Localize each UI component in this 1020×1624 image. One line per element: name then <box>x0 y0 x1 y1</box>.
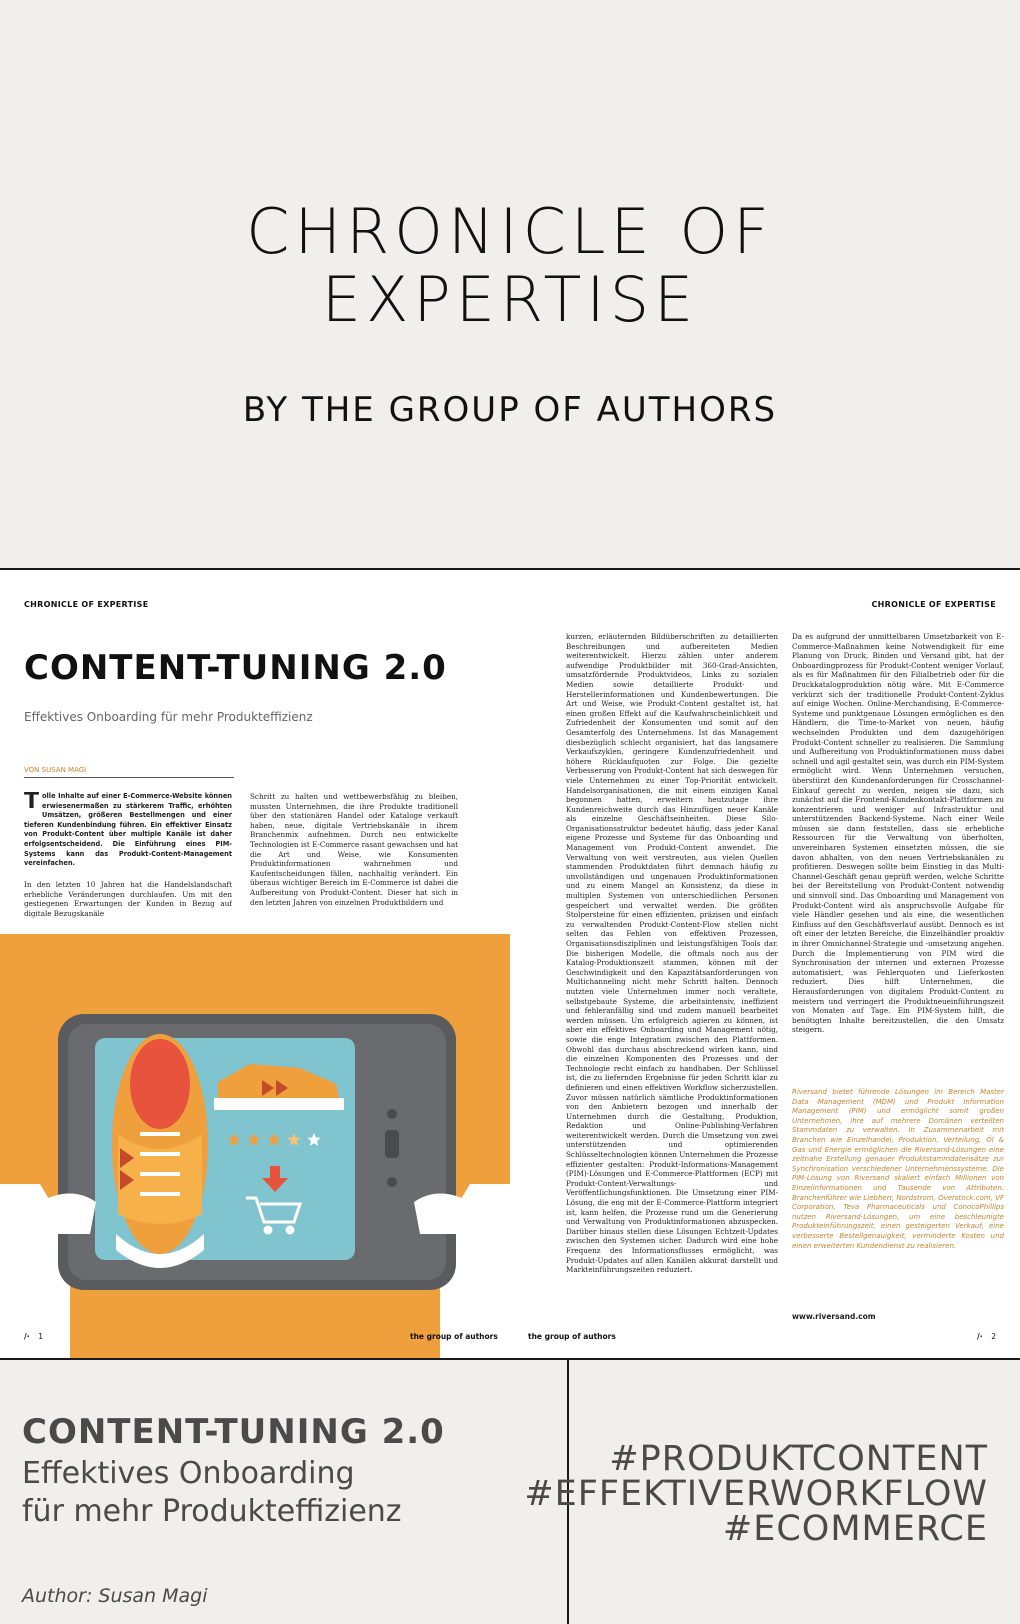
article-title: CONTENT-TUNING 2.0 <box>24 648 447 688</box>
lead-paragraph <box>24 792 232 874</box>
hashtag-item[interactable]: #PRODUKTCONTENT <box>609 1439 988 1479</box>
running-head-left: CHRONICLE OF EXPERTISE <box>24 600 149 609</box>
byline-rule <box>24 777 234 778</box>
footer-left-page-number: 1 <box>38 1332 43 1341</box>
footer-right <box>977 1332 996 1341</box>
sidebar-link[interactable]: www.riversand.com <box>792 1312 876 1321</box>
magazine-spread <box>0 570 1020 1360</box>
tablet-side-button <box>385 1130 399 1158</box>
footer-logo-icon: /· <box>24 1332 30 1341</box>
footer-right-page-number: 2 <box>991 1332 996 1341</box>
cover-title <box>0 195 1020 336</box>
info-title: CONTENT-TUNING 2.0 <box>22 1412 445 1452</box>
cover-subtitle: BY THE GROUP OF AUTHORS <box>242 390 778 430</box>
byline: VON SUSAN MAGI <box>24 766 87 774</box>
article-subtitle: Effektives Onboarding für mehr Produkteffizienz <box>24 710 313 724</box>
cover-title-line2: EXPERTISE <box>321 263 699 336</box>
hashtag-item[interactable]: #EFFEKTIVERWORKFLOW <box>524 1474 988 1514</box>
lead-text: olle Inhalte auf einer E-Commerce-Website können erwiesenermaßen zu stärkerem Traffic, erhöhten Umsätzen, größeren Bestellmengen und einer tieferen Kundenbindung führen. Ein effektiver Einsatz von Produkt-Content über multiple Kanäle ist daher erfolgsentscheidend. Die Einführung eines PIM-Systems kann das Produkt-Content-Management vereinfachen. <box>24 792 232 868</box>
dropcap: T <box>24 792 40 814</box>
footer-left <box>24 1332 43 1341</box>
info-author: Author: Susan Magi <box>22 1585 208 1607</box>
tablet-illustration-svg <box>0 934 510 1358</box>
footer-right-brand: the group of authors <box>528 1332 616 1341</box>
info-subtitle <box>22 1455 402 1531</box>
info-subtitle-line2: für mehr Produkteffizienz <box>22 1494 402 1529</box>
sidebar-company-text: Riversand bietet führende Lösungen im Bereich Master Data Management (MDM) und Produkt Information Management (PIM) und ermöglicht somit großen Unternehmen, ihre auf mehrere Domänen verteilten Stammdaten zu verwalten. In Zusammenarbeit mit Branchen wie Einzelhandel, Produktion, Verteilung, Öl & Gas und Energie ermöglichen die Riversand-Lösungen eine zeitnahe Erstellung genauer Produktstammdatensätze zur Synchronisation verschiedener Unternehmenssysteme. Die PIM-Lösung von Riversand skaliert einfach Millionen von Einzelinformationen und Tausende von Attributen. Branchenführer wie Liebherr, Nordstrom, Overstock.com, VF Corporation, Teva Pharmaceuticals und ConocoPhillips nutzen Riversand-Lösungen, um eine beschleunigte Produkteinführungszeit, einen gesteigerten Verkauf, eine verbesserte Bestellgenauigkeit, verminderte Kosten und einen erweiterten Kundendienst zu realisieren. <box>792 1088 1004 1250</box>
column-1-body: In den letzten 10 Jahren hat die Handelslandschaft erhebliche Veränderungen durchlaufen. Um mit den gestiegenen Erwartungen der Kunden in Bezug auf digitale Bezugskanäle <box>24 880 232 918</box>
hashtag-item[interactable]: #ECOMMERCE <box>722 1509 988 1549</box>
column-3-body: kurzen, erläuternden Bildüberschriften zu detaillierten Beschreibungen und aufbereiteten Medien weiterentwickelt. Hierzu zählen unter anderem aufwendige Produktbilder mit 360-Grad-Ansichten, umsatzfördernde Produktvideos, Links zu sozialen Medien sowie detaillierte Produkt- und Herstellerinformationen und Kundenbewertungen. Die Art und Weise, wie Produkt-Content gestaltet ist, hat einen großen Effekt auf die Kaufwahrscheinlichkeit und Zufriedenheit der Konsumenten und somit auf den Gesamterfolg des Unternehmens. Ist das Management diesbezüglich schlecht organisiert, hat das langsamere Verkaufszyklen, geringere Kundenzufriedenheit und höhere Rücklaufquoten zur Folge. Die gezielte Verbesserung von Produkt-Content hat sich deswegen für viele Unternehmen zu einer Top-Priorität entwickelt. Handelsorganisationen, die mit einem einzigen Kanal begonnen hatten, erweitern heutzutage ihre Kundenreichweite durch das Hinzufügen neuer Kanäle als einzelne Geschäftseinheiten. Diese Silo-Organisationsstruktur bedeutet häufig, dass jeder Kanal eigene Prozesse und Systeme für das Onboarding und Management von Produkt-Content anwendet. Die Verwaltung von weit verstreuten, aus vielen Quellen stammenden Produktdaten führt demnach häufig zu unvollständigen und ungenauen Produktinformationen und zu einem Mangel an Konsistenz, da diese in multiplen Systemen von unterschiedlichen Personen gespeichert und verwaltet werden. Die größten Stolpersteine für einen effizienten, präzisen und einfach zu verwaltenden Produkt-Content-Flow stellen nicht selten das Fehlen von effektiven Prozessen, Organisationsdisziplinen und leistungsfähigen Tools dar. Die bisherigen Modelle, die oftmals noch aus der Katalog-Produktionszeit stammen, können mit der Geschwindigkeit und den Kapazitätsanforderungen von Multichanneling nicht mehr Schritt halten. Dennoch nutzten viele Unternehmen immer noch veraltete, selbstgebaute Systeme, die arbeitsintensiv, ineffizient und fehleranfällig sind und zudem manuell bearbeitet werden müssen. Um erfolgreich agieren zu können, ist aber ein effektives Onboarding und Management nötig, sowie die enge Integration zwischen den Plattformen. Obwohl das durchaus abschreckend wirken kann, sind die einzelnen Komponenten des Prozesses und der Technologie recht einfach zu handhaben. Der Schlüssel ist, die zu liefernden Ergebnisse für jeden Schritt klar zu definieren und einen effektiven Workflow sicherzustellen. Zuvor müssen natürlich sämtliche Produktinformationen von den Anbietern bezogen und innerhalb der Unternehmen durch die Gestaltung, Produktion, Redaktion und Online-Publishing-Verfahren weiterentwickelt werden. Durch die Umsetzung von zwei unterstützenden und optimierenden Schlüsseltechnologien können Unternehmen die Prozesse effizienter gestalten: Produkt-Informations-Management (PIM)-Lösungen und E-Commerce-Plattformen (ECP) mit Produkt-Content-Verwaltungs- und Veröffentlichungsfunktionen. Die Umsetzung einer PIM-Lösung, die eng mit der E-Commerce-Plattform integriert ist, kann helfen, die Prozesse rund um die Generierung und Verwaltung von Produktinformationen abzuspecken. Darüber hinaus stellen diese Lösungen Echtzeit-Updates zwischen den Systemen sicher. Dadurch wird eine hohe Frequenz des Informationsflusses ermöglicht, was Produkt-Updates auf allen Kanälen akkurat darstellt und Markteinführungszeiten reduziert. <box>566 632 778 1275</box>
info-subtitle-line1: Effektives Onboarding <box>22 1456 355 1491</box>
footer-left-brand: the group of authors <box>410 1332 498 1341</box>
tablet-illustration <box>0 934 510 1358</box>
column-2-body: Schritt zu halten und wettbewerbsfähig zu bleiben, mussten Unternehmen, die ihre Produkte traditionell über den stationären Handel oder Kataloge verkauft haben, neue, digitale Vertriebskanäle in ihrem Branchenmix aufnehmen. Durch neu entwickelte Technologien ist E-Commerce rasant gewachsen und hat die Art und Weise, wie Konsumenten Produktinformationen wahrnehmen und Kaufentscheidungen fällen, nachhaltig verändert. Ein überaus wichtiger Bereich im E-Commerce ist dabei die Aufbereitung von Produkt-Content. Dieser hat sich in den letzten Jahren von einzelnen Produktbildern und <box>250 792 458 907</box>
cover-title-line1: CHRONICLE OF <box>246 195 774 268</box>
left-thumb <box>36 1193 96 1234</box>
right-thumb <box>414 1193 474 1234</box>
footer-logo-icon: /· <box>977 1332 983 1341</box>
cover-section <box>0 0 1020 570</box>
running-head-right: CHRONICLE OF EXPERTISE <box>871 600 996 609</box>
hashtag-list <box>524 1439 988 1549</box>
column-4-body: Da es aufgrund der unmittelbaren Umsetzbarkeit von E-Commerce-Maßnahmen keine Notwendigkeit für eine Planung von Druck, Binden und Versand gibt, hat der Onboardingprozess für Produkt-Content weniger Vorlauf, als es für Maßnahmen für den Filialbetrieb oder für die Druckkatalogproduktion nötig wäre. Mit E-Commerce verkürzt sich der traditionelle Produkt-Content-Zyklus auf einige Wochen. Online-Merchandising, E-Commerce-Systeme und punktgenaue Lösungen ermöglichen es den Händlern, die Time-to-Market von neuen, häufig wechselnden Produkten und dem dazugehörigen Produkt-Content schneller zu realisieren. Die Sammlung und Aufbereitung von Produktinformationen muss dabei schnell und agil gestaltet sein, was durch ein PIM-System ermöglicht wird. Wenn Unternehmen versuchen, überstürzt den Kundenanforderungen für Crosschannel-Einkauf gerecht zu werden, neigen sie dazu, sich zunächst auf die Frontend-Kundenkontakt-Plattformen zu konzentrieren und weniger auf Infrastruktur und unterstützenden Backend-Systeme. Nach einer Weile müssen sie dann feststellen, dass sie erhebliche Ressourcen für die Verwaltung von überholten, unvereinbaren Systemen einsetzten müssen, die sie davon abhalten, von den neuen Vertriebskanälen zu profitieren. Deswegen sollte beim Einstieg in das Multi-Channel-Geschäft genau geprüft werden, welche Schritte bei der Bereitstellung von Produkt-Content notwendig und sinnvoll sind. Das Onboarding und Management von Produkt-Content wird als anspruchsvolle Aufgabe für viele Händler gesehen und als eine, die wesentlichen Einfluss auf den Geschäftsverlauf ausübt. Dennoch es ist oft einer der letzten Bereiche, die Einzelhändler proaktiv in ihrer Omnichannel-Strategie und -umsetzung angehen. Durch die Implementierung von PIM wird die Synchronisation der internen und externen Prozesse automatisiert, was Fehlerquoten und Lieferkosten reduziert. Dies hilft Unternehmen, die Herausforderungen von digitalem Produkt-Content zu meistern und verringert die Produktneueinführungszeit von Monaten auf Tage. Ein PIM-System hilft, die benötigten Inhalte bereitzustellen, die den Umsatz steigern. <box>792 632 1004 1035</box>
info-panel <box>0 1360 1020 1624</box>
